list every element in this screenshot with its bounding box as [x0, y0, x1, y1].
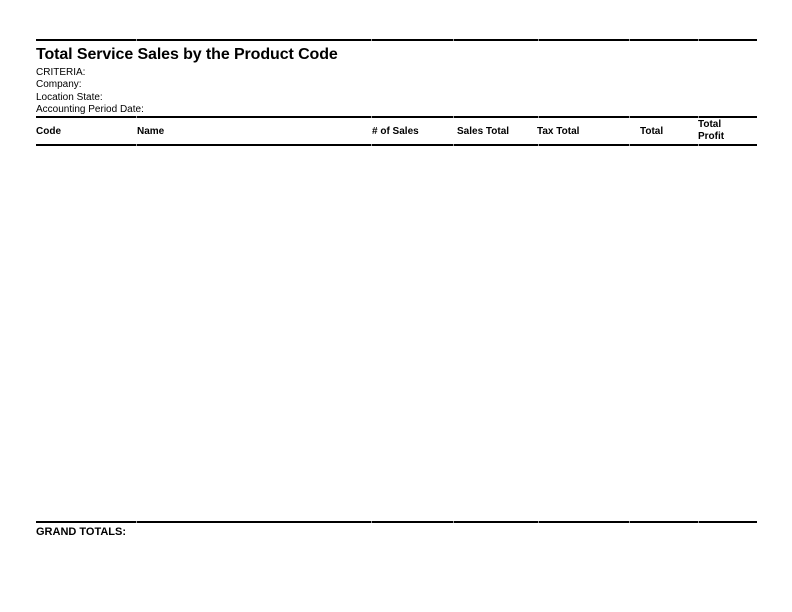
column-header-name: Name: [137, 126, 165, 137]
page-top-rule: [36, 39, 757, 41]
grand-totals-label: GRAND TOTALS:: [36, 526, 127, 538]
criteria-block: [36, 67, 144, 117]
criteria-location-state-label: Location State:: [36, 91, 103, 103]
column-header-tax-total: Tax Total: [537, 126, 580, 137]
column-header-total: Total: [640, 126, 664, 137]
criteria-underline-rule: [36, 116, 757, 118]
grand-totals-rule: [36, 521, 757, 523]
column-header-code: Code: [36, 126, 61, 137]
criteria-heading: CRITERIA:: [36, 67, 86, 78]
criteria-accounting-period-label: Accounting Period Date:: [36, 104, 144, 116]
table-header-rule: [36, 144, 757, 146]
report-title: Total Service Sales by the Product Code: [36, 46, 338, 63]
table-body-empty: [36, 147, 757, 520]
column-header-num-of-sales: # of Sales: [372, 126, 419, 137]
column-header-total-profit: Total Profit: [698, 119, 725, 142]
column-header-sales-total: Sales Total: [457, 126, 510, 137]
criteria-company-label: Company:: [36, 79, 82, 91]
